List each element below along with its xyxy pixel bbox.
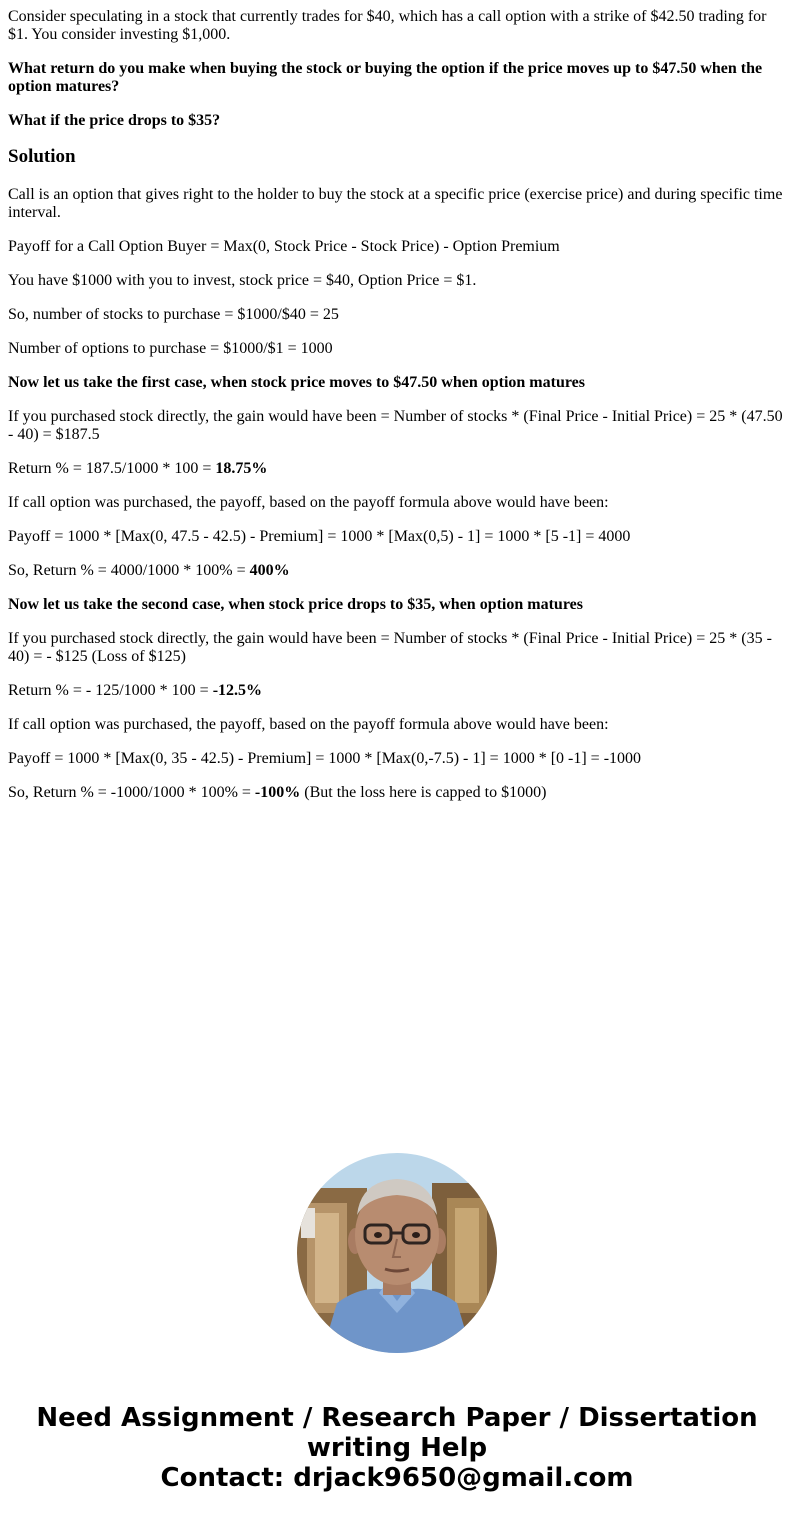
case1-option-return-value: 400% <box>249 562 290 579</box>
promo-contact-line: Contact: drjack9650@gmail.com <box>160 1463 634 1493</box>
case2-option-return-note: (But the loss here is capped to $1000) <box>300 784 547 801</box>
case2-option-return-value: -100% <box>254 784 301 801</box>
promo-line-1: Need Assignment / Research Paper / Dissertation <box>36 1403 758 1433</box>
promo-footer <box>0 1403 794 1493</box>
case1-stock-gain: If you purchased stock directly, the gain would have been = Number of stocks * (Final Price - Initial Price) = 25 * (47.50 - 40) = $187.5 <box>8 408 783 443</box>
case1-stock-return-label: Return % = 187.5/1000 * 100 = <box>8 460 216 477</box>
promo-line-2: writing Help <box>306 1433 488 1463</box>
case2-stock-return-value: -12.5% <box>212 682 263 699</box>
question-1: What return do you make when buying the stock or buying the option if the price moves up to $47.50 when the option matures? <box>8 60 763 95</box>
case1-option-return-label: So, Return % = 4000/1000 * 100% = <box>8 562 250 579</box>
case2-option-payoff: Payoff = 1000 * [Max(0, 35 - 42.5) - Premium] = 1000 * [Max(0,-7.5) - 1] = 1000 * [0 -1] = -1000 <box>8 750 642 767</box>
stocks-count: So, number of stocks to purchase = $1000/$40 = 25 <box>8 306 339 323</box>
options-count: Number of options to purchase = $1000/$1 = 1000 <box>8 340 333 357</box>
solution-heading: Solution <box>8 146 76 167</box>
question-intro: Consider speculating in a stock that currently trades for $40, which has a call option with a strike of $42.50 trading for $1. You consider investing $1,000. <box>8 8 767 43</box>
case1-stock-return <box>8 460 786 478</box>
case2-stock-return <box>8 682 786 700</box>
payoff-formula: Payoff for a Call Option Buyer = Max(0, Stock Price - Stock Price) - Option Premium <box>8 238 560 255</box>
case2-heading: Now let us take the second case, when stock price drops to $35, when option matures <box>8 596 583 613</box>
document-body <box>8 8 786 818</box>
case2-stock-gain: If you purchased stock directly, the gain would have been = Number of stocks * (Final Price - Initial Price) = 25 * (35 - 40) = - $125 (Loss of $125) <box>8 630 772 665</box>
case1-option-intro: If call option was purchased, the payoff, based on the payoff formula above would have been: <box>8 494 609 511</box>
author-portrait-image <box>297 1153 497 1353</box>
case1-option-return <box>8 562 786 580</box>
case2-option-return-label: So, Return % = -1000/1000 * 100% = <box>8 784 255 801</box>
case1-option-payoff: Payoff = 1000 * [Max(0, 47.5 - 42.5) - Premium] = 1000 * [Max(0,5) - 1] = 1000 * [5 -1] = 4000 <box>8 528 631 545</box>
author-avatar <box>297 1153 497 1353</box>
case2-stock-return-label: Return % = - 125/1000 * 100 = <box>8 682 213 699</box>
case2-option-return <box>8 784 786 802</box>
investment-given: You have $1000 with you to invest, stock price = $40, Option Price = $1. <box>8 272 477 289</box>
question-2: What if the price drops to $35? <box>8 112 221 129</box>
case1-heading: Now let us take the first case, when stock price moves to $47.50 when option matures <box>8 374 585 391</box>
solution-definition: Call is an option that gives right to the holder to buy the stock at a specific price (exercise price) and during specific time interval. <box>8 186 783 221</box>
case1-stock-return-value: 18.75% <box>215 460 268 477</box>
case2-option-intro: If call option was purchased, the payoff, based on the payoff formula above would have been: <box>8 716 609 733</box>
